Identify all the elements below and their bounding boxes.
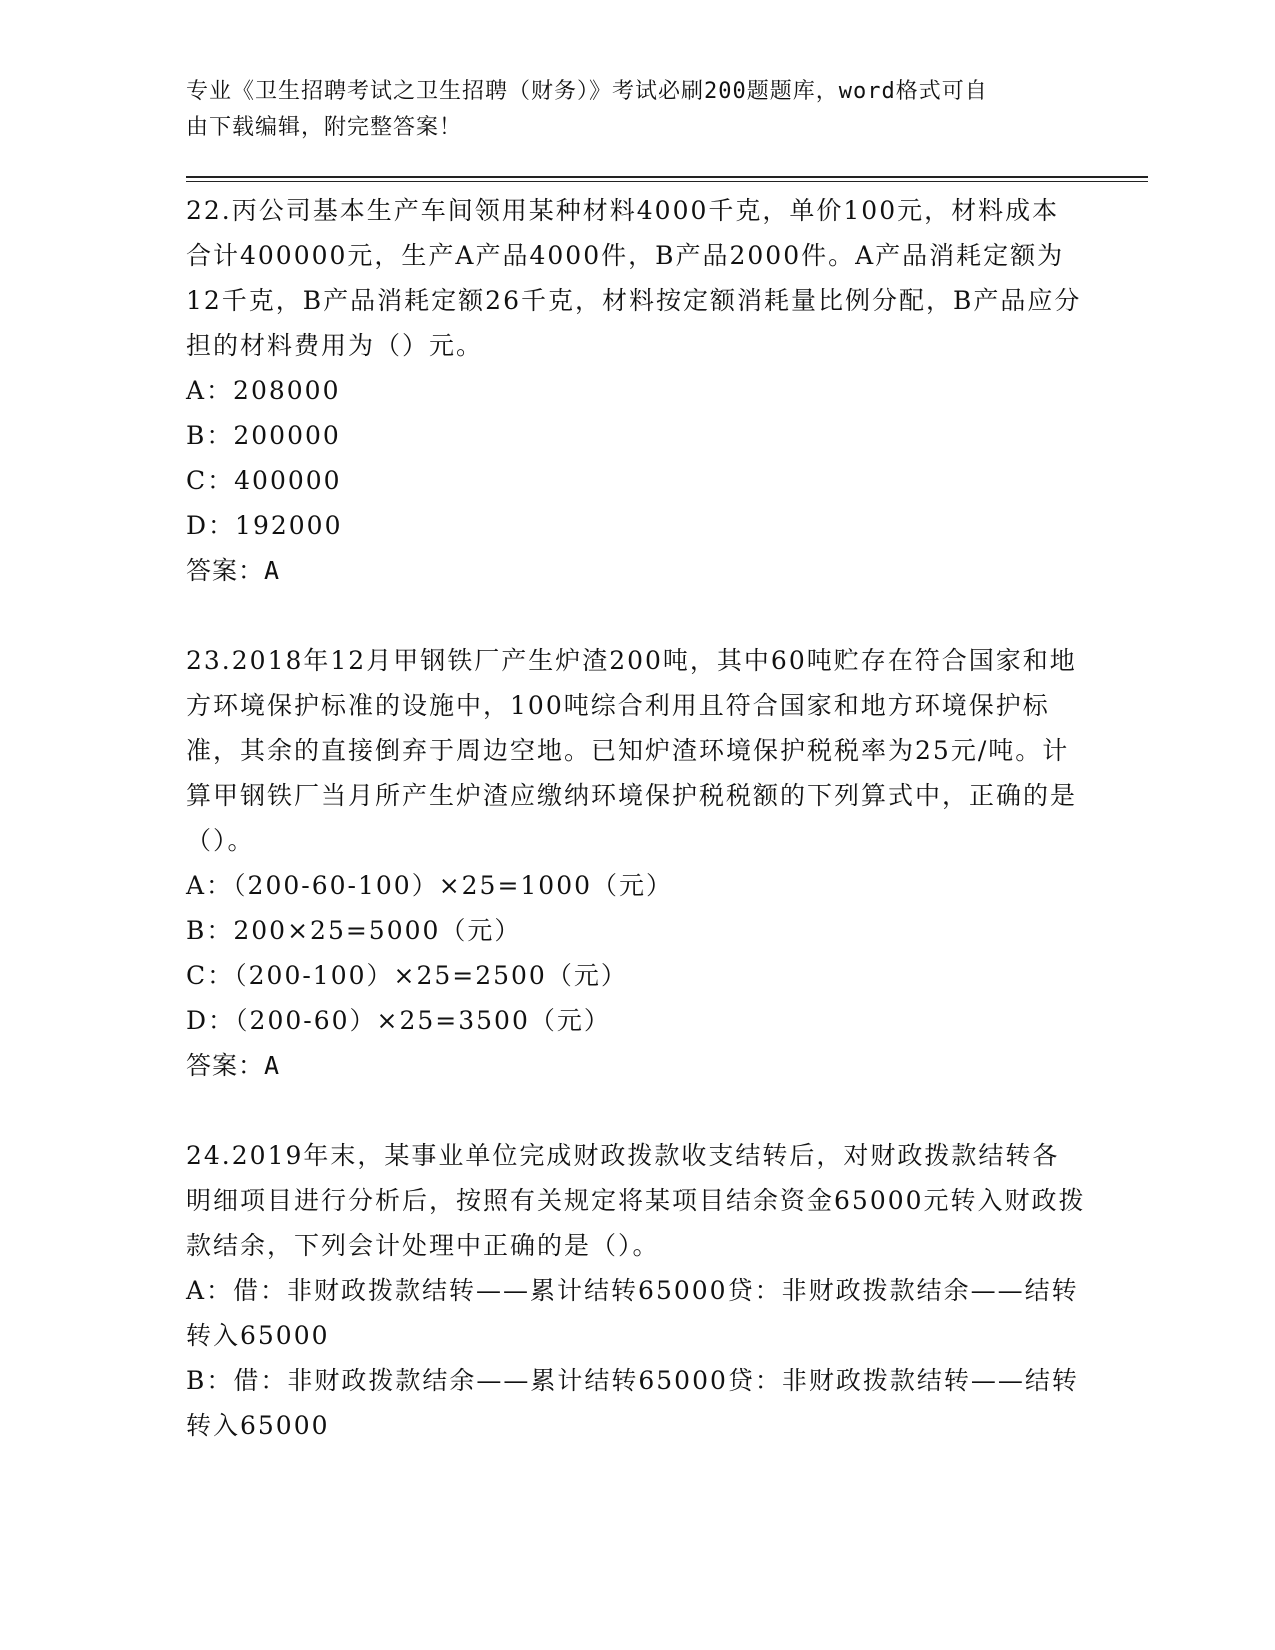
- header-divider-thin: [186, 181, 1148, 182]
- question-stem: 23.2018年12月甲钢铁厂产生炉渣200吨，其中60吨贮存在符合国家和地方环境保护标准的设施中，100吨综合利用且符合国家和地方环境保护标准，其余的直接倒弃于周边空地。已知炉渣环境保护税税率为25元/吨。计算甲钢铁厂当月所产生炉渣应缴纳环境保护税税额的下列算式中，正确的是（）。: [186, 646, 1078, 855]
- document-header: [186, 74, 1066, 146]
- option-d: D：192000: [186, 511, 343, 540]
- question-24: [186, 1133, 1086, 1448]
- option-b: B：200000: [186, 421, 341, 450]
- option-b: B：借：非财政拨款结余——累计结转65000贷：非财政拨款结转——结转转入65000: [186, 1366, 1079, 1440]
- option-a: A：208000: [186, 376, 341, 405]
- question-22: [186, 188, 1086, 593]
- header-line-1: 专业《卫生招聘考试之卫生招聘（财务）》考试必刷200题题库，word格式可自: [186, 79, 988, 104]
- option-c: C：400000: [186, 466, 342, 495]
- header-divider-thick: [186, 176, 1148, 178]
- question-stem: 22.丙公司基本生产车间领用某种材料4000千克，单价100元，材料成本合计400000元，生产A产品4000件，B产品2000件。A产品消耗定额为12千克，B产品消耗定额26千克，材料按定额消耗量比例分配，B产品应分担的材料费用为（）元。: [186, 196, 1082, 360]
- question-23: [186, 638, 1086, 1088]
- answer-line: 答案：A: [186, 1051, 281, 1080]
- option-a: A：（200-60-100）×25=1000（元）: [186, 871, 674, 900]
- option-c: C：（200-100）×25=2500（元）: [186, 961, 628, 990]
- header-line-2: 由下载编辑，附完整答案！: [186, 115, 463, 140]
- answer-line: 答案：A: [186, 556, 281, 585]
- question-list: [186, 188, 1086, 1448]
- option-a: A：借：非财政拨款结转——累计结转65000贷：非财政拨款结余——结转转入65000: [186, 1276, 1079, 1350]
- option-b: B：200×25=5000（元）: [186, 916, 522, 945]
- question-stem: 24.2019年末，某事业单位完成财政拨款收支结转后，对财政拨款结转各明细项目进行分析后，按照有关规定将某项目结余资金65000元转入财政拨款结余，下列会计处理中正确的是（）。: [186, 1141, 1086, 1260]
- option-d: D：（200-60）×25=3500（元）: [186, 1006, 611, 1035]
